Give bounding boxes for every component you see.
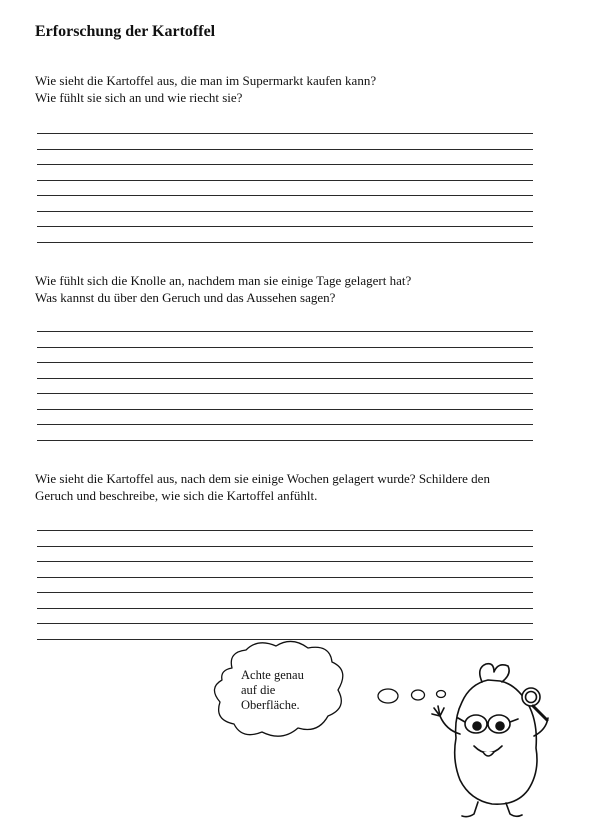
question-3-line-1: Wie sieht die Kartoffel aus, nach dem sie einige Wochen gelagert wurde? Schildere den bbox=[35, 471, 490, 486]
bubble-line-3: Oberfläche. bbox=[241, 698, 300, 712]
thought-dots bbox=[378, 689, 446, 703]
thought-bubble-text bbox=[241, 668, 304, 713]
page-title: Erforschung der Kartoffel bbox=[35, 23, 216, 40]
question-1-line-2: Wie fühlt sie sich an und wie riecht sie? bbox=[35, 90, 243, 105]
potato-mascot-icon bbox=[432, 664, 548, 817]
question-2-line-1: Wie fühlt sich die Knolle an, nachdem man sie einige Tage gelagert hat? bbox=[35, 273, 412, 288]
question-2-line-2: Was kannst du über den Geruch und das Aussehen sagen? bbox=[35, 290, 336, 305]
bubble-line-2: auf die bbox=[241, 683, 276, 697]
question-3-line-2: Geruch und beschreibe, wie sich die Kartoffel anfühlt. bbox=[35, 488, 318, 503]
bubble-line-1: Achte genau bbox=[241, 668, 304, 682]
question-1-line-1: Wie sieht die Kartoffel aus, die man im Supermarkt kaufen kann? bbox=[35, 73, 377, 88]
